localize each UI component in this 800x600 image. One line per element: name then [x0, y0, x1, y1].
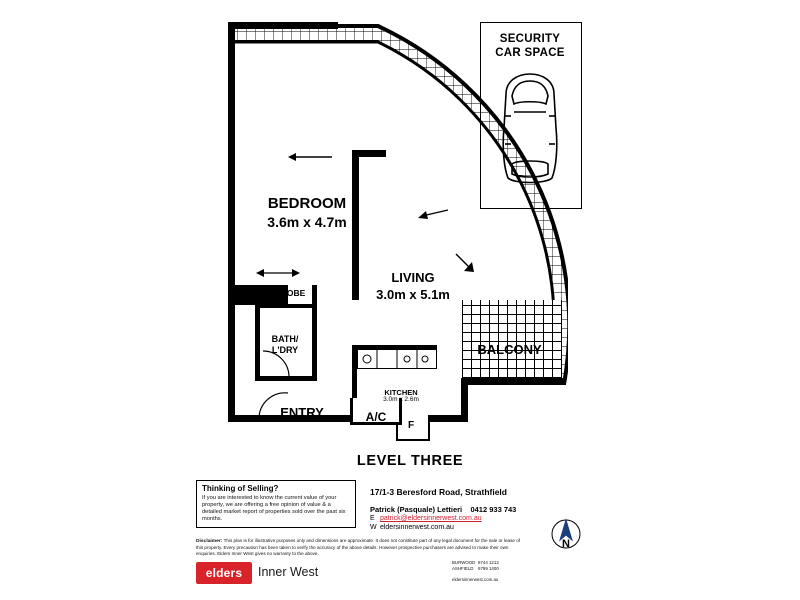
- agent-website[interactable]: eldersinnerwest.com.au: [379, 524, 454, 531]
- room-dims-kitchen: 3.0m x 2.6m: [383, 396, 419, 403]
- room-dims-bedroom: 3.6m x 4.7m: [267, 214, 347, 230]
- office-value-2: eldersinnerwest.com.au: [452, 576, 499, 582]
- level-title: LEVEL THREE: [356, 453, 464, 469]
- elders-badge: [196, 562, 252, 584]
- room-dims-living: 3.0m x 5.1m: [376, 287, 450, 302]
- office-row-web: [452, 571, 522, 582]
- room-label-bath: [262, 334, 308, 357]
- elders-office-name: Inner West: [258, 565, 319, 579]
- disclaimer-text: This plan is for illustrative purposes only and dimensions are approximate. It does not constitute part of any legal document for the sale or lease of this property. Every precaution has been taken to verify the accuracy of the above details. However prospective purchasers are advised to make their own enquiries. Elders Inner West gives no warranty to the above.: [196, 538, 521, 556]
- thinking-of-selling-box: [196, 480, 356, 528]
- office-value-0: 9744 1212: [478, 560, 499, 565]
- wall-bath-right: [312, 285, 317, 380]
- agent-email[interactable]: patrick@eldersinnerwest.com.au: [379, 515, 482, 522]
- room-label-entry: ENTRY: [280, 405, 324, 420]
- room-label-robe: ROBE: [280, 288, 306, 298]
- room-label-balcony: BALCONY: [477, 342, 542, 357]
- web-key: W: [370, 524, 377, 531]
- kitchen-bench: [357, 349, 437, 379]
- compass-label-north: N: [562, 538, 570, 550]
- room-label-fridge: F: [407, 420, 415, 431]
- wall-balcony-bottom: [461, 378, 566, 385]
- room-label-living: LIVING: [391, 270, 435, 285]
- disclaimer-lead: Disclaimer:: [196, 539, 223, 544]
- office-details: [452, 560, 522, 582]
- office-key-0: BURWOOD: [452, 560, 476, 565]
- bath-label-line2: L'DRY: [271, 345, 299, 356]
- elders-logo[interactable]: [196, 562, 376, 588]
- security-title-line2: CAR SPACE: [495, 47, 565, 59]
- agent-contact-line: [370, 505, 620, 514]
- agent-name: Patrick (Pasquale) Lettieri: [370, 505, 463, 514]
- north-compass-icon: [546, 518, 586, 558]
- property-address: 17/1-3 Beresford Road, Strathfield: [370, 487, 507, 497]
- email-key: E: [370, 515, 375, 522]
- wall-bedroom-top-return: [352, 150, 386, 157]
- window-arrow-mid: [418, 206, 450, 225]
- room-label-kitchen: KITCHEN: [384, 388, 418, 397]
- bath-label-line1: BATH/: [271, 334, 299, 344]
- office-value-1: 9799 1400: [478, 565, 499, 571]
- security-title-line1: SECURITY: [499, 33, 561, 45]
- elders-badge-text: elders: [205, 566, 243, 580]
- agent-phone: 0412 933 743: [470, 505, 517, 514]
- window-arrow-top: [288, 150, 334, 168]
- office-key-1: ASHFIELD: [452, 565, 474, 571]
- wall-top-left: [228, 22, 338, 29]
- selling-title: Thinking of Selling?: [202, 484, 279, 493]
- disclaimer: [196, 538, 526, 557]
- wall-robe-bottom: [260, 304, 317, 308]
- selling-body: If you are interested to know the current value of your property, we are offering a free opinion of value & a detailed market report of properties sold over the past six months.: [202, 494, 346, 523]
- wall-arrow-left: [256, 266, 300, 284]
- room-label-ac: A/C: [365, 410, 387, 424]
- balcony-hatch: [462, 300, 562, 378]
- room-label-bedroom: BEDROOM: [267, 195, 347, 212]
- wall-bath-left: [255, 285, 260, 380]
